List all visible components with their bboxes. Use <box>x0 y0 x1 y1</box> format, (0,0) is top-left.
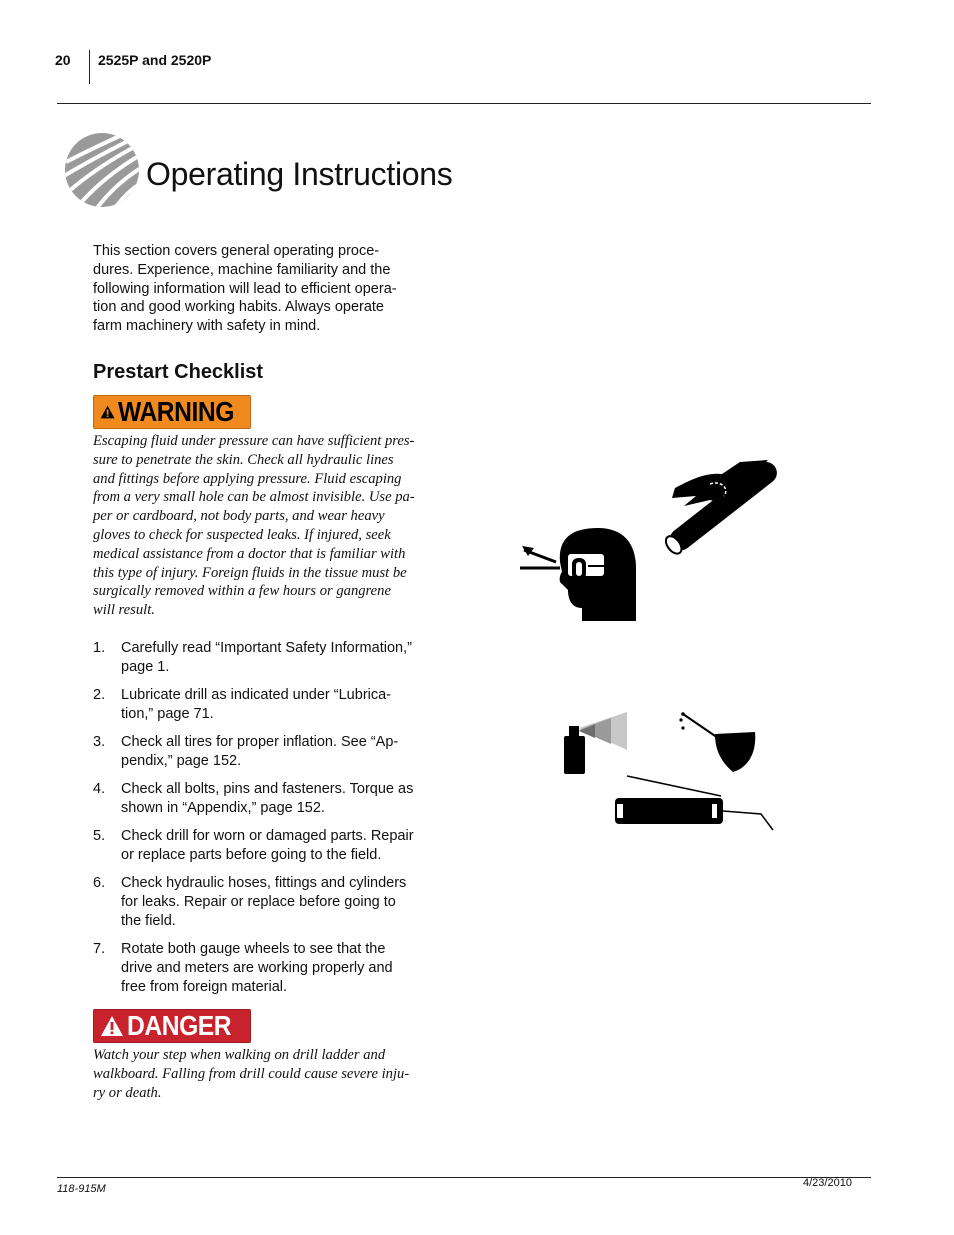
great-plains-sun-logo-icon <box>64 132 140 208</box>
checklist-item-line: free from foreign material. <box>121 978 288 995</box>
warning-line: this type of injury. Foreign fluids in the tissue must be <box>93 564 407 581</box>
prestart-checklist <box>93 639 438 1006</box>
warning-line: surgically removed within a few hours or gangrene <box>93 583 391 600</box>
checklist-item <box>93 940 438 996</box>
intro-line: dures. Experience, machine familiarity and the <box>93 261 391 278</box>
danger-signal-panel <box>93 1009 251 1043</box>
danger-triangle-icon <box>100 1015 124 1037</box>
checklist-item-line: tion,” page 71. <box>121 705 214 722</box>
warning-label: WARNING <box>118 396 235 427</box>
document-title: 2525P and 2520P <box>98 52 212 68</box>
checklist-item-line: pendix,” page 152. <box>121 752 242 769</box>
high-pressure-fluid-hazard-icon <box>510 450 790 630</box>
checklist-item <box>93 780 438 818</box>
checklist-item-line: Check all tires for proper inflation. See “Ap- <box>121 734 399 751</box>
checklist-item-number: 2. <box>93 687 106 704</box>
danger-line: Watch your step when walking on drill ladder and <box>93 1047 386 1063</box>
checklist-item-number: 3. <box>93 734 106 751</box>
warning-signal-panel <box>93 395 251 429</box>
warning-line: and fittings before applying pressure. Fluid escaping <box>93 470 402 487</box>
document-date: 4/23/2010 <box>803 1177 852 1189</box>
lubrication-symbols-icon <box>555 700 780 840</box>
checklist-item-number: 5. <box>93 828 106 845</box>
warning-line: will result. <box>93 602 155 619</box>
warning-line: sure to penetrate the skin. Check all hydraulic lines <box>93 451 394 468</box>
intro-line: tion and good working habits. Always operate <box>93 299 384 316</box>
checklist-item-line: Check drill for worn or damaged parts. Repair <box>121 828 414 845</box>
header-divider <box>89 50 90 84</box>
danger-line: ry or death. <box>93 1084 162 1101</box>
warning-triangle-icon <box>100 401 115 423</box>
checklist-item-line: the field. <box>121 913 176 930</box>
danger-message <box>93 1046 433 1102</box>
checklist-item-line: page 1. <box>121 658 170 675</box>
page-number: 20 <box>55 52 71 68</box>
footer-rule <box>57 1177 871 1178</box>
checklist-item-number: 4. <box>93 781 106 798</box>
intro-line: This section covers general operating proce- <box>93 243 380 259</box>
checklist-item-line: Check hydraulic hoses, fittings and cylinders <box>121 875 407 892</box>
checklist-item-number: 7. <box>93 941 106 958</box>
document-code: 118-915M <box>57 1183 106 1195</box>
warning-line: Escaping fluid under pressure can have sufficient pres- <box>93 433 415 449</box>
checklist-item-line: Check all bolts, pins and fasteners. Torque as <box>121 781 414 798</box>
checklist-item-line: drive and meters are working properly and <box>121 960 393 977</box>
intro-line: farm machinery with safety in mind. <box>93 318 321 335</box>
checklist-item <box>93 874 438 930</box>
warning-line: from a very small hole can be almost invisible. Use pa- <box>93 489 415 506</box>
checklist-item-number: 1. <box>93 640 106 656</box>
intro-line: following information will lead to efficient opera- <box>93 280 397 297</box>
checklist-item <box>93 686 438 724</box>
warning-line: per or cardboard, not body parts, and wear heavy <box>93 508 385 525</box>
checklist-item-line: for leaks. Repair or replace before going to <box>121 894 396 911</box>
checklist-item <box>93 639 438 677</box>
checklist-item-line: Carefully read “Important Safety Information,” <box>121 640 412 656</box>
danger-label: DANGER <box>127 1010 232 1041</box>
checklist-item-number: 6. <box>93 875 106 892</box>
danger-line: walkboard. Falling from drill could cause severe inju- <box>93 1065 410 1082</box>
intro-paragraph <box>93 242 433 336</box>
section-title: Operating Instructions <box>146 156 453 192</box>
checklist-item-line: Rotate both gauge wheels to see that the <box>121 941 386 958</box>
checklist-item <box>93 733 438 771</box>
prestart-checklist-heading: Prestart Checklist <box>93 361 264 383</box>
checklist-item-line: or replace parts before going to the field. <box>121 847 382 864</box>
checklist-item-line: Lubricate drill as indicated under “Lubrica- <box>121 687 392 704</box>
checklist-item <box>93 827 438 865</box>
checklist-item-line: shown in “Appendix,” page 152. <box>121 800 325 817</box>
warning-line: medical assistance from a doctor that is familiar with <box>93 545 406 562</box>
warning-message <box>93 432 433 620</box>
warning-line: gloves to check for suspected leaks. If injured, seek <box>93 526 391 543</box>
header-rule <box>57 103 871 104</box>
